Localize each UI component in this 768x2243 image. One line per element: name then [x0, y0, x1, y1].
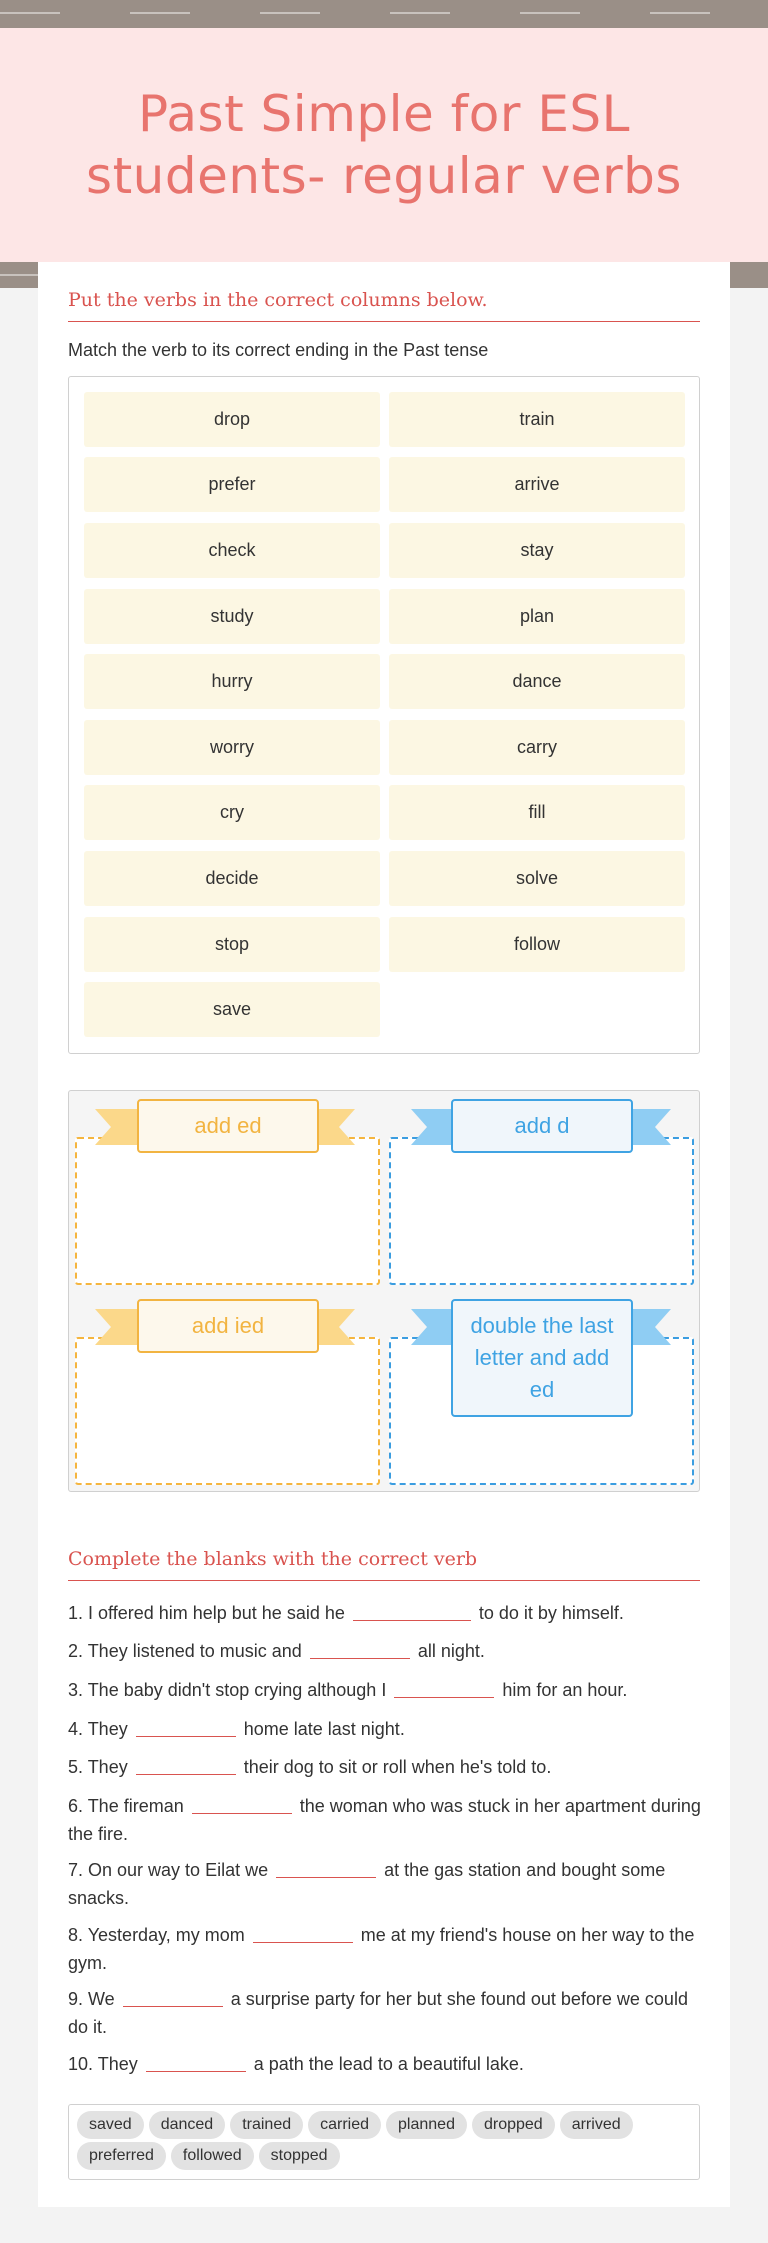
word-tile[interactable]: worry — [84, 720, 380, 775]
word-chip[interactable]: stopped — [259, 2142, 340, 2170]
sentence-10 — [68, 2050, 708, 2078]
sentence-text: a path the lead to a beautiful lake. — [253, 2054, 524, 2074]
word-tile[interactable]: plan — [389, 589, 685, 644]
sentence-2 — [68, 1637, 708, 1665]
word-tile[interactable]: cry — [84, 785, 380, 840]
word-tile[interactable]: solve — [389, 851, 685, 906]
sentence-text: all night. — [417, 1641, 485, 1661]
word-tile[interactable]: train — [389, 392, 685, 447]
blank-input[interactable] — [253, 1923, 353, 1943]
word-tile[interactable]: hurry — [84, 654, 380, 709]
word-tile[interactable]: drop — [84, 392, 380, 447]
blank-input[interactable] — [310, 1639, 410, 1659]
word-tile[interactable]: fill — [389, 785, 685, 840]
category-label-add-ed: add ed — [137, 1099, 319, 1153]
sentence-text: 1. I offered him help but he said he — [68, 1603, 345, 1623]
sentence-text: to do it by himself. — [478, 1603, 624, 1623]
word-chip[interactable]: carried — [308, 2111, 381, 2139]
word-tile[interactable]: study — [84, 589, 380, 644]
drop-zone-add-ied[interactable] — [75, 1337, 380, 1485]
drop-zone-add-ed[interactable] — [75, 1137, 380, 1285]
sentence-text: him for an hour. — [502, 1680, 628, 1700]
sentence-4 — [68, 1715, 708, 1743]
sentence-text: 3. The baby didn't stop crying although I — [68, 1680, 387, 1700]
word-chip[interactable]: danced — [149, 2111, 226, 2139]
sentence-1 — [68, 1599, 708, 1627]
section-heading-columns: Put the verbs in the correct columns below. — [68, 289, 700, 322]
sentence-text: 7. On our way to Eilat we — [68, 1860, 269, 1880]
sentence-9 — [68, 1985, 708, 2041]
sentence-5 — [68, 1753, 708, 1781]
word-tile[interactable]: decide — [84, 851, 380, 906]
blank-input[interactable] — [192, 1794, 292, 1814]
category-label-add-ied: add ied — [137, 1299, 319, 1353]
blank-input[interactable] — [136, 1717, 236, 1737]
sentence-text: 6. The fireman — [68, 1796, 184, 1816]
sentence-6 — [68, 1792, 708, 1848]
word-tile[interactable]: follow — [389, 917, 685, 972]
word-tile[interactable]: stop — [84, 917, 380, 972]
word-tile[interactable]: stay — [389, 523, 685, 578]
section-heading-blanks: Complete the blanks with the correct verb — [68, 1548, 700, 1581]
header — [0, 28, 768, 262]
sentence-text: 2. They listened to music and — [68, 1641, 302, 1661]
word-tiles-container — [68, 376, 700, 1054]
worksheet-card — [38, 262, 730, 2207]
categories-container — [68, 1090, 700, 1492]
blank-input[interactable] — [123, 1987, 223, 2007]
category-label-double-letter: double the last letter and add ed — [451, 1299, 633, 1417]
drop-zone-add-d[interactable] — [389, 1137, 694, 1285]
sentence-text: 8. Yesterday, my mom — [68, 1925, 245, 1945]
word-chip[interactable]: planned — [386, 2111, 467, 2139]
word-chip[interactable]: followed — [171, 2142, 254, 2170]
sentence-text: 4. They — [68, 1719, 128, 1739]
sentence-text: at the gas station and bought some snacks. — [68, 1860, 666, 1908]
sentence-3 — [68, 1676, 708, 1704]
word-chip[interactable]: saved — [77, 2111, 144, 2139]
blank-input[interactable] — [394, 1678, 494, 1698]
sentence-7 — [68, 1856, 708, 1912]
word-tile[interactable]: dance — [389, 654, 685, 709]
sentence-text: their dog to sit or roll when he's told to. — [243, 1757, 552, 1777]
word-tile[interactable]: arrive — [389, 457, 685, 512]
sentence-text: a surprise party for her but she found out before we could do it. — [68, 1989, 688, 2037]
blank-input[interactable] — [136, 1755, 236, 1775]
word-chip[interactable]: trained — [230, 2111, 303, 2139]
sentence-text: home late last night. — [243, 1719, 405, 1739]
word-bank — [68, 2104, 700, 2180]
word-chip[interactable]: dropped — [472, 2111, 555, 2139]
category-label-add-d: add d — [451, 1099, 633, 1153]
sentence-text: the woman who was stuck in her apartment during the fire. — [68, 1796, 701, 1844]
word-chip[interactable]: preferred — [77, 2142, 166, 2170]
sentence-text: me at my friend's house on her way to the gym. — [68, 1925, 695, 1973]
instructions: Match the verb to its correct ending in the Past tense — [68, 340, 489, 360]
sentence-text: 9. We — [68, 1989, 115, 2009]
word-tile[interactable]: save — [84, 982, 380, 1037]
page-title: Past Simple for ESL students- regular verbs — [86, 85, 682, 205]
sentence-8 — [68, 1921, 708, 1977]
header-band-top — [0, 0, 768, 28]
blank-input[interactable] — [146, 2052, 246, 2072]
sentence-text: 10. They — [68, 2054, 138, 2074]
word-tile[interactable]: prefer — [84, 457, 380, 512]
blank-input[interactable] — [353, 1601, 471, 1621]
word-tile[interactable]: check — [84, 523, 380, 578]
word-chip[interactable]: arrived — [560, 2111, 633, 2139]
sentence-text: 5. They — [68, 1757, 128, 1777]
word-tile[interactable]: carry — [389, 720, 685, 775]
blank-input[interactable] — [276, 1858, 376, 1878]
